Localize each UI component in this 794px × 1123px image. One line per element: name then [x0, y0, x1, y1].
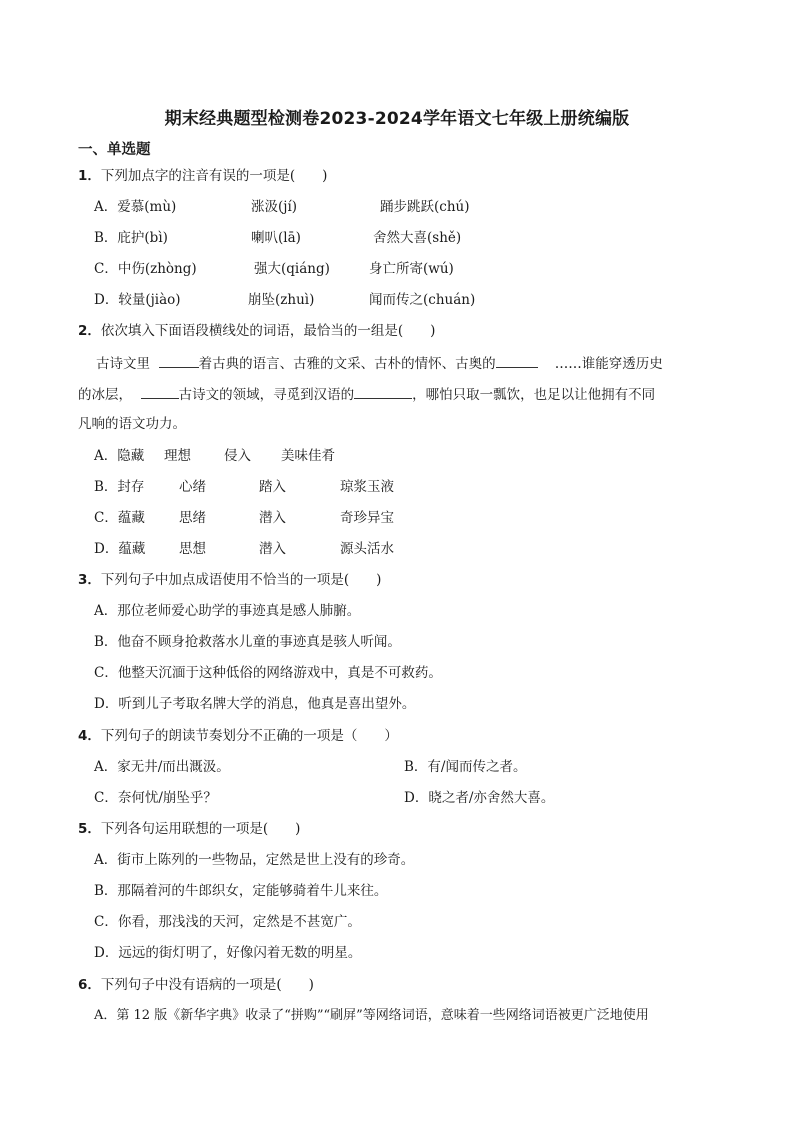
- question-stem: 依次填入下面语段横线处的词语，最恰当的一组是( ): [100, 323, 436, 339]
- q2-option-a-2: 理想: [164, 448, 191, 464]
- passage-text: 着古典的语言、古雅的文采、古朴的情怀、古奥的: [198, 356, 496, 372]
- question-stem: 下列加点字的注音有误的一项是( ): [100, 168, 328, 184]
- question-6: [78, 975, 314, 995]
- q1-option-d-2: 崩坠(zhuì): [248, 292, 315, 308]
- question-4: [78, 726, 398, 746]
- q2-option-d-3: 潜入: [259, 541, 286, 557]
- q2-option-d-4: 源头活水: [340, 541, 394, 557]
- q1-option-d: D．较量(jiào): [94, 292, 181, 308]
- question-number: 6．: [78, 977, 101, 993]
- q1-option-c: C．中伤(zhòng): [94, 261, 197, 277]
- q2-option-c-4: 奇珍异宝: [340, 510, 394, 526]
- q1-option-a: A．爱慕(mù): [94, 199, 177, 215]
- q3-option-c: C．他整天沉湎于这种低俗的网络游戏中，真是不可救药。: [94, 665, 442, 681]
- question-number: 4．: [78, 728, 101, 744]
- q2-option-b: B．封存: [94, 479, 145, 495]
- q2-option-b-2: 心绪: [179, 479, 206, 495]
- fill-blank: [141, 383, 179, 399]
- section-heading: 一、单选题: [78, 142, 151, 158]
- q2-option-a-4: 美味佳肴: [281, 448, 335, 464]
- q2-passage-line-3: 凡响的语文功力。: [78, 416, 186, 432]
- q5-option-b: B．那隔着河的牛郎织女，定能够骑着牛儿来往。: [94, 883, 388, 899]
- question-stem: 下列句子中没有语病的一项是( ): [100, 977, 314, 993]
- q1-option-c-3: 身亡所寄(wú): [369, 261, 454, 277]
- q2-option-a-3: 侵入: [224, 448, 251, 464]
- passage-text: 古诗文的领域，寻觅到汉语的: [178, 387, 355, 403]
- q1-option-b-2: 喇叭(lā): [251, 230, 301, 246]
- q5-option-d: D．远远的街灯明了，好像闪着无数的明星。: [94, 945, 362, 961]
- q5-option-c: C．你看，那浅浅的天河，定然是不甚宽广。: [94, 914, 361, 930]
- q2-passage-line-2: [78, 383, 655, 405]
- question-5: [78, 819, 300, 839]
- q2-option-a: A．隐藏: [94, 448, 145, 464]
- question-number: 2．: [78, 323, 101, 339]
- passage-text: 的冰层，: [78, 387, 132, 403]
- q2-option-c-2: 思绪: [179, 510, 206, 526]
- passage-text: ……谁能穿透历史: [554, 356, 663, 372]
- page-title: 期末经典题型检测卷2023-2024学年语文七年级上册统编版: [164, 109, 630, 129]
- q2-option-c-3: 潜入: [259, 510, 286, 526]
- question-number: 3．: [78, 572, 101, 588]
- fill-blank: [496, 352, 538, 368]
- q1-option-b-3: 舍然大喜(shě): [373, 230, 462, 246]
- q2-option-d: D．蕴藏: [94, 541, 146, 557]
- question-2: [78, 321, 435, 341]
- q4-option-d: D．晓之者/亦舍然大喜。: [404, 790, 555, 806]
- q2-passage-line-1: [96, 352, 663, 374]
- q1-option-a-2: 涨汲(jí): [251, 199, 298, 215]
- q4-option-c: C．奈何忧/崩坠乎？: [94, 790, 217, 806]
- q6-option-a: A．第 12 版《新华字典》收录了“拼购”“刷屏”等网络词语，意味着一些网络词语被更广泛地使用: [94, 1008, 649, 1023]
- fill-blank: [159, 352, 199, 368]
- q4-option-b: B．有/闻而传之者。: [404, 759, 527, 775]
- q1-option-d-3: 闻而传之(chuán): [369, 292, 476, 308]
- question-stem: 下列句子中加点成语使用不恰当的一项是( ): [100, 572, 382, 588]
- q2-option-b-4: 琼浆玉液: [340, 479, 394, 495]
- q5-option-a: A．街市上陈列的一些物品，定然是世上没有的珍奇。: [94, 852, 415, 868]
- passage-text: 古诗文里: [96, 356, 150, 372]
- question-number: 5．: [78, 821, 101, 837]
- question-stem: 下列句子的朗读节奏划分不正确的一项是（ ）: [100, 728, 398, 744]
- fill-blank: [354, 383, 412, 399]
- q2-option-c: C．蕴藏: [94, 510, 145, 526]
- question-3: [78, 570, 381, 590]
- q1-option-a-3: 踊步跳跃(chú): [380, 199, 470, 215]
- question-stem: 下列各句运用联想的一项是( ): [100, 821, 301, 837]
- passage-text: ，哪怕只取一瓢饮，也足以让他拥有不同: [412, 387, 656, 403]
- q3-option-b: B．他奋不顾身抢救落水儿童的事迹真是骇人听闻。: [94, 634, 401, 650]
- q3-option-a: A．那位老师爱心助学的事迹真是感人肺腑。: [94, 603, 361, 619]
- q2-option-b-3: 踏入: [259, 479, 286, 495]
- question-1: [78, 166, 327, 186]
- q1-option-c-2: 强大(qiáng): [254, 261, 330, 277]
- q3-option-d: D．听到儿子考取名牌大学的消息，他真是喜出望外。: [94, 696, 416, 712]
- question-number: 1．: [78, 168, 101, 184]
- q2-option-d-2: 思想: [179, 541, 206, 557]
- q4-option-a: A．家无井/而出溉汲。: [94, 759, 230, 775]
- q1-option-b: B．庇护(bì): [94, 230, 168, 246]
